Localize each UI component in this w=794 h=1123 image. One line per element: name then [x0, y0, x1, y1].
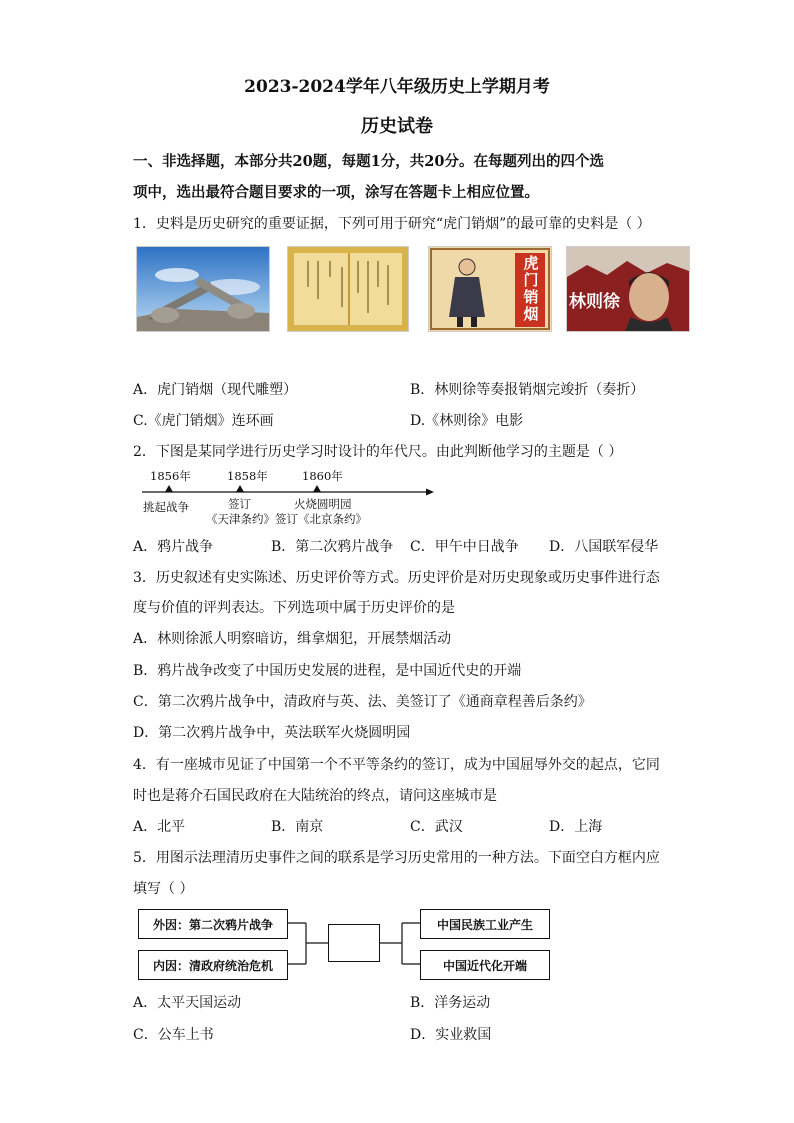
- q3-stem-line2: 度与价值的评判表达。下列选项中属于历史评价的是: [133, 600, 455, 616]
- film-title-text: 林则徐: [569, 292, 620, 312]
- q5-stem-line1: 5．用图示法理清历史事件之间的联系是学习历史常用的一种方法。下面空白方框内应: [133, 850, 660, 866]
- q4-stem-line2: 时也是蒋介石国民政府在大陆统治的终点，请问这座城市是: [133, 788, 497, 804]
- timeline-year-1860: 1860年: [302, 469, 343, 483]
- diagram-blank-box[interactable]: [328, 924, 380, 962]
- q5-option-d[interactable]: D．实业救国: [410, 1027, 492, 1043]
- q1-image-memorial: [287, 246, 409, 332]
- timeline-event-treaties: 《天津条约》签订《北京条约》: [206, 512, 367, 526]
- q1-option-a[interactable]: A．虎门销烟（现代雕塑）: [133, 382, 298, 398]
- page-title: 2023-2024学年八年级历史上学期月考: [244, 77, 550, 97]
- q2-option-a[interactable]: A．鸦片战争: [133, 539, 214, 555]
- q1-stem: 1．史料是历史研究的重要证据，下列可用于研究“虎门销烟”的最可靠的史料是（ ）: [133, 216, 651, 232]
- q1-image-film: [566, 246, 690, 332]
- q1-image-sculpture: [136, 246, 270, 332]
- q4-option-b[interactable]: B．南京: [271, 819, 324, 835]
- page-subtitle: 历史试卷: [361, 116, 433, 137]
- q2-stem: 2．下图是某同学进行历史学习时设计的年代尺。由此判断他学习的主题是（ ）: [133, 444, 623, 460]
- q1-option-b[interactable]: B．林则徐等奏报销烟完竣折（奏折）: [410, 382, 645, 398]
- q2-option-d[interactable]: D．八国联军侵华: [549, 539, 659, 555]
- q5-diagram: [136, 906, 556, 982]
- q5-option-a[interactable]: A．太平天国运动: [133, 995, 242, 1011]
- timeline-year-1858: 1858年: [227, 469, 268, 483]
- q4-option-c[interactable]: C．武汉: [410, 819, 463, 835]
- section-instruction-line2: 项中，选出最符合题目要求的一项，涂写在答题卡上相应位置。: [133, 184, 539, 201]
- q2-option-c[interactable]: C．甲午中日战争: [410, 539, 519, 555]
- diagram-result-modernization: 中国近代化开端: [420, 950, 550, 980]
- section-instruction-line1: 一、非选择题，本部分共20题，每题1分，共20分。在每题列出的四个选: [133, 153, 604, 170]
- comic-title-text: 虎门销烟: [523, 254, 539, 323]
- q3-option-c[interactable]: C．第二次鸦片战争中，清政府与英、法、美签订了《通商章程善后条约》: [133, 694, 592, 710]
- diagram-result-industry: 中国民族工业产生: [420, 909, 550, 939]
- timeline-event-war: 挑起战争: [143, 500, 189, 514]
- timeline-year-1856: 1856年: [150, 469, 191, 483]
- q4-option-a[interactable]: A．北平: [133, 819, 186, 835]
- q2-timeline: [140, 466, 440, 528]
- timeline-event-burn: 火烧圆明园: [294, 497, 352, 511]
- q1-option-c[interactable]: C.《虎门销烟》连环画: [133, 413, 274, 429]
- q5-stem-line2: 填写（ ）: [133, 881, 194, 897]
- q5-option-c[interactable]: C．公车上书: [133, 1027, 214, 1043]
- q3-option-b[interactable]: B．鸦片战争改变了中国历史发展的进程，是中国近代史的开端: [133, 663, 522, 679]
- q3-option-a[interactable]: A．林则徐派人明察暗访，缉拿烟犯，开展禁烟活动: [133, 631, 452, 647]
- diagram-external-cause: 外因：第二次鸦片战争: [138, 909, 288, 939]
- q2-option-b[interactable]: B．第二次鸦片战争: [271, 539, 394, 555]
- q4-stem-line1: 4．有一座城市见证了中国第一个不平等条约的签订，成为中国屈辱外交的起点，它同: [133, 757, 660, 773]
- q1-option-d[interactable]: D.《林则徐》电影: [410, 413, 524, 429]
- q4-option-d[interactable]: D．上海: [549, 819, 603, 835]
- diagram-internal-cause: 内因：清政府统治危机: [138, 950, 288, 980]
- timeline-event-sign: 签订: [228, 497, 251, 511]
- q3-stem-line1: 3．历史叙述有史实陈述、历史评价等方式。历史评价是对历史现象或历史事件进行态: [133, 570, 660, 586]
- q3-option-d[interactable]: D．第二次鸦片战争中，英法联军火烧圆明园: [133, 725, 411, 741]
- q5-option-b[interactable]: B．洋务运动: [410, 995, 491, 1011]
- q1-image-comic: [428, 246, 552, 332]
